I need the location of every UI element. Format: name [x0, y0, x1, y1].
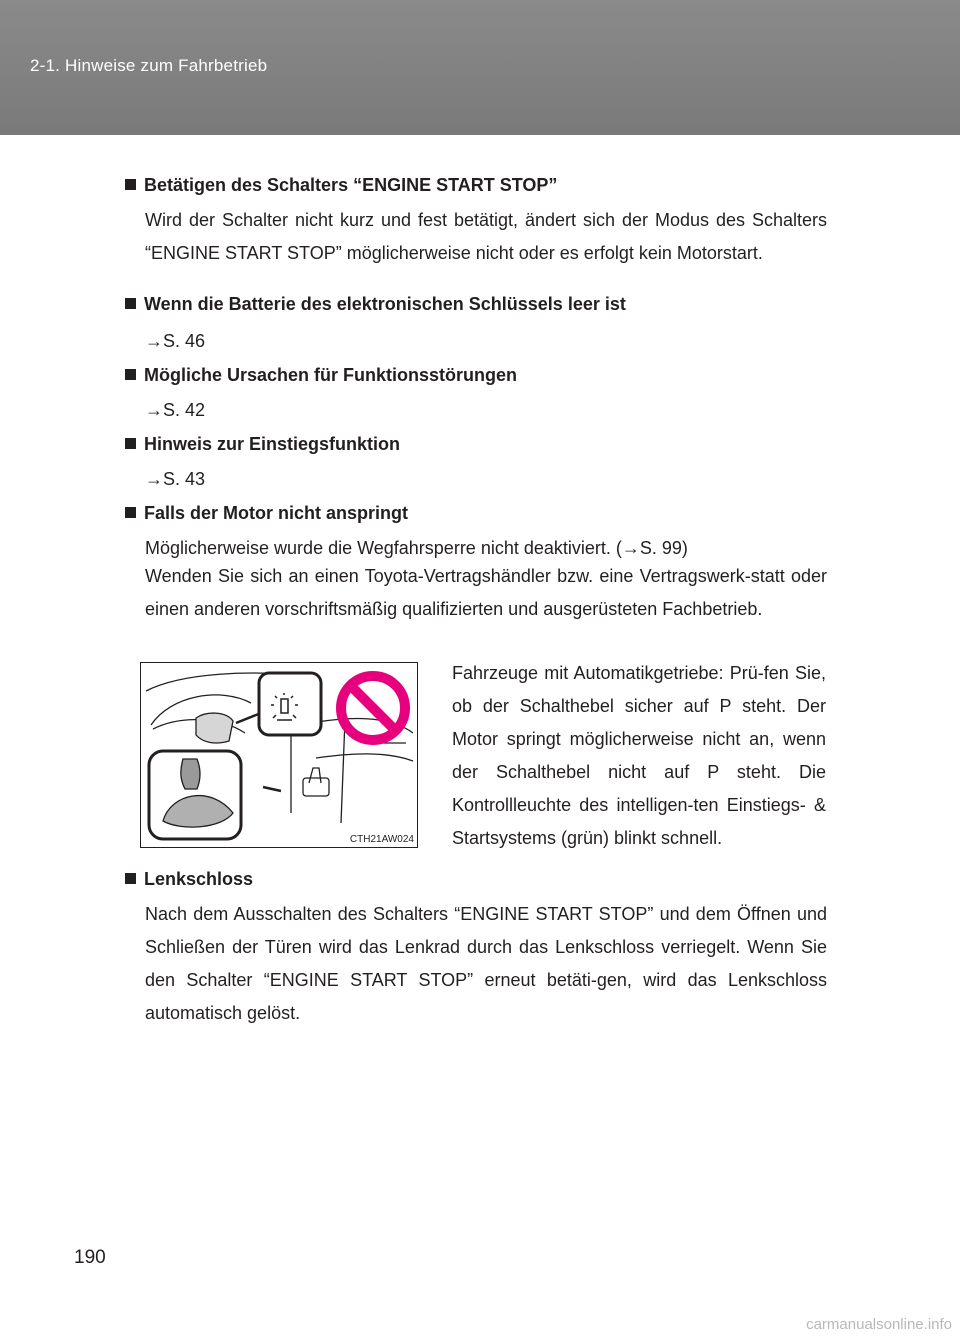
arrow-right-icon: →: [621, 538, 640, 558]
shift-knob: [181, 759, 200, 789]
prohibition-slash: [351, 686, 395, 730]
paragraph-steering-lock: Nach dem Ausschalten des Schalters “ENGINE START STOP” und dem Öffnen und Schließen der Türen wird das Lenkrad durch das Lenkschloss verriegelt. Wenn Sie den Schalter “ENGINE START STOP” erneut betäti-gen, wird das Lenkschloss automatisch gelöst.: [145, 904, 827, 1023]
reference-page-42[interactable]: →S. 42: [145, 400, 206, 420]
heading-entry-function: Hinweis zur Einstiegsfunktion: [125, 434, 400, 455]
console-cupholder: [303, 778, 329, 796]
car-interior-drawing: [141, 663, 416, 846]
heading-engine-start-stop: Betätigen des Schalters “ENGINE START STOP”: [125, 175, 557, 196]
heading-key-battery: Wenn die Batterie des elektronischen Schlüssels leer ist: [125, 294, 626, 315]
paragraph-engine-not-starting: Wenden Sie sich an einen Toyota-Vertragshändler bzw. eine Vertragswerk-statt oder einen anderen vorschriftsmäßig qualifizierten und ausgerüsteten Fachbetrieb.: [145, 566, 827, 619]
heading-steering-lock: Lenkschloss: [125, 869, 253, 890]
square-bullet-icon: [125, 873, 136, 884]
glovebox-bottom: [316, 754, 413, 761]
square-bullet-icon: [125, 369, 136, 380]
arrow-right-icon: →: [145, 469, 163, 489]
arrow-right-icon: →: [145, 400, 163, 420]
shift-lever-illustration: [140, 662, 418, 848]
section-title: 2-1. Hinweise zum Fahrbetrieb: [30, 56, 268, 75]
page-header: [0, 0, 960, 135]
square-bullet-icon: [125, 298, 136, 309]
heading-malfunction-causes: Mögliche Ursachen für Funktionsstörungen: [125, 365, 517, 386]
steering-hub: [196, 713, 233, 743]
reference-page-99[interactable]: S. 99: [639, 538, 682, 558]
reference-page-46[interactable]: →S. 46: [145, 331, 206, 351]
small-shift-lever: [309, 768, 321, 783]
watermark[interactable]: carmanualsonline.info: [806, 1316, 952, 1333]
immobilizer-line: Möglicherweise wurde die Wegfahrsperre nicht deaktiviert. (→S. 99): [145, 538, 688, 558]
illustration-code: CTH21AW024: [349, 834, 414, 845]
indicator-zoom-box: [259, 673, 321, 735]
square-bullet-icon: [125, 438, 136, 449]
heading-engine-not-starting: Falls der Motor nicht anspringt: [125, 503, 408, 524]
page-number: 190: [74, 1247, 106, 1268]
reference-page-43[interactable]: →S. 43: [145, 469, 206, 489]
square-bullet-icon: [125, 507, 136, 518]
illustration-caption: Fahrzeuge mit Automatikgetriebe: Prü-fen Sie, ob der Schalthebel sicher auf P steht. Der Motor springt möglicherweise nicht an, wenn der Schalthebel nicht auf P steht. Die Kontrollleuchte des intelligen-ten Einstiegs- & Startsystems (grün) blinkt schnell.: [452, 663, 826, 848]
square-bullet-icon: [125, 179, 136, 190]
callout-line-lever: [263, 787, 281, 791]
arrow-right-icon: →: [145, 331, 163, 351]
paragraph-engine-start-stop: Wird der Schalter nicht kurz und fest betätigt, ändert sich der Modus des Schalters “ENGINE START STOP” möglicherweise nicht oder es erfolgt kein Motorstart.: [145, 210, 827, 263]
